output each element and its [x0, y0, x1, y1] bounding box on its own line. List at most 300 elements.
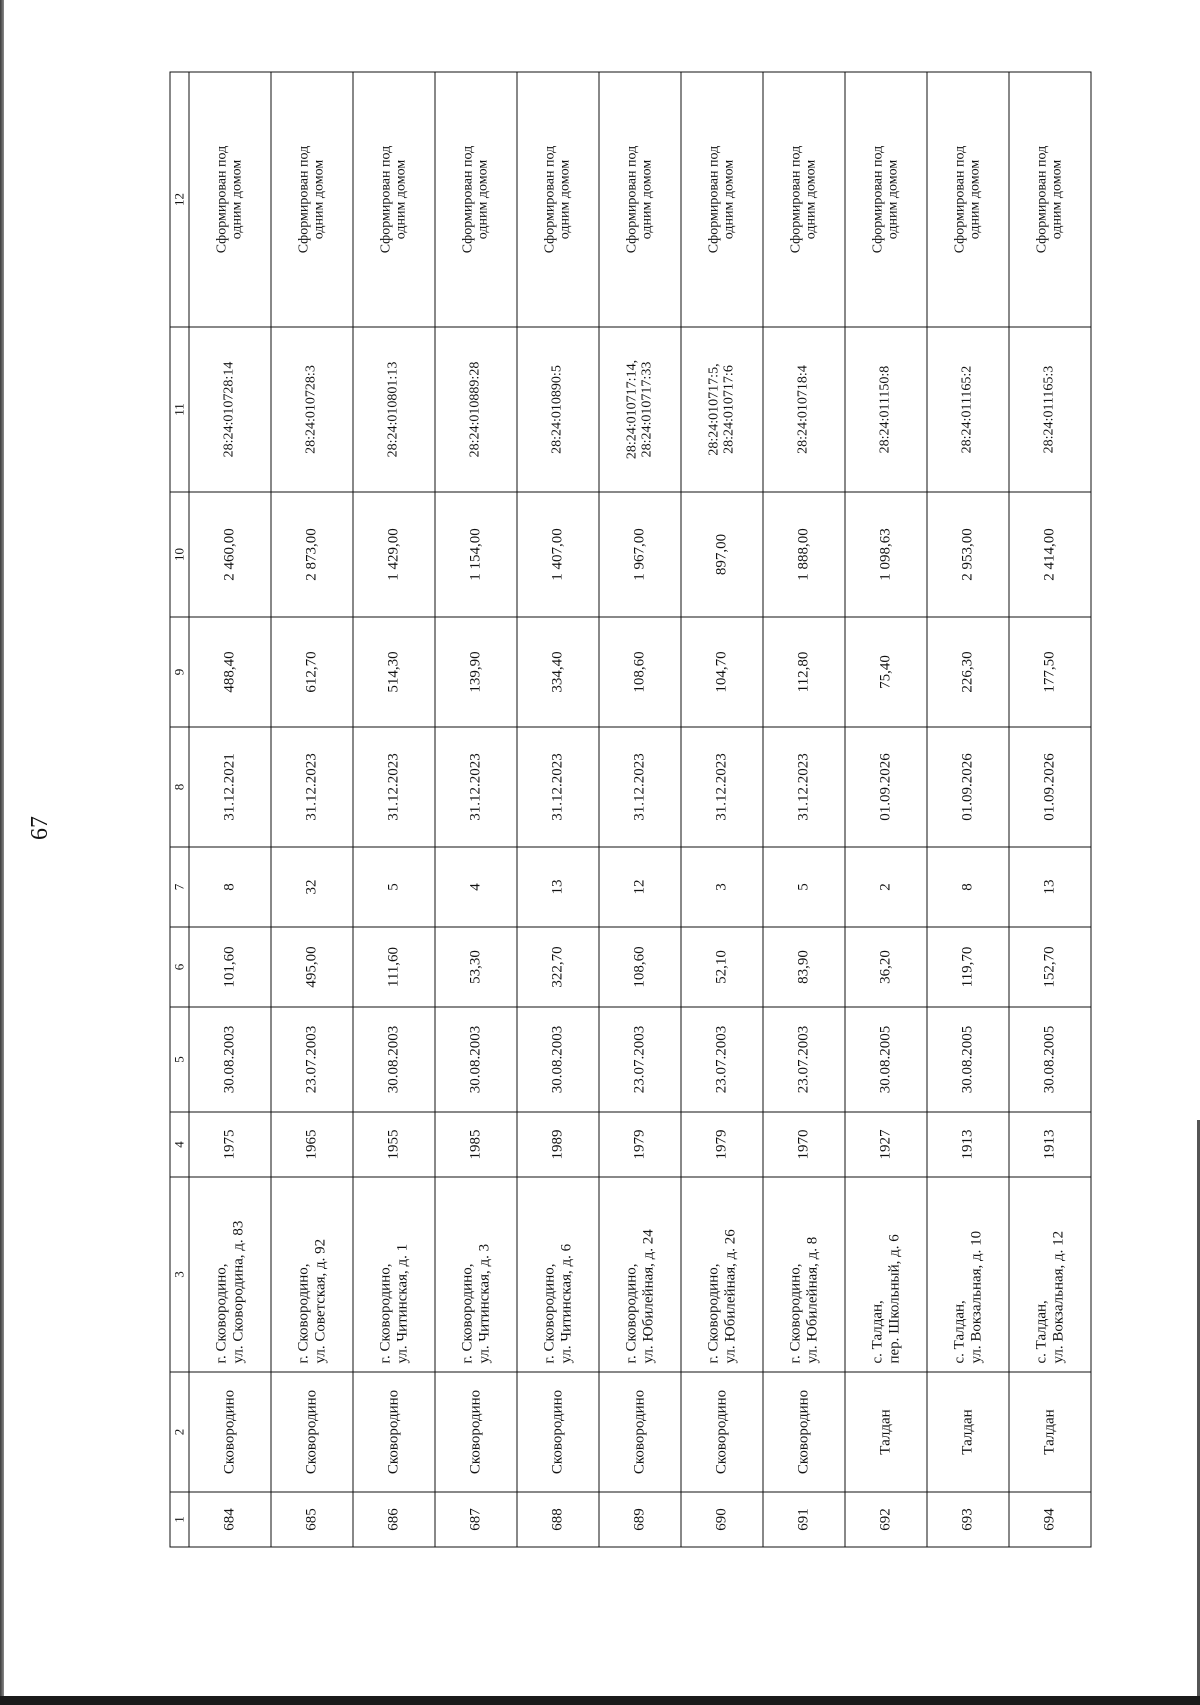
column-number: 3 [170, 1177, 189, 1372]
row-number: 685 [303, 1507, 320, 1531]
area2-value: 108,60 [631, 650, 648, 693]
cadastral-cell [353, 327, 435, 492]
land-area-value: 1 407,00 [549, 527, 566, 581]
date-cell [1009, 1007, 1091, 1112]
area-value: 152,70 [1041, 945, 1058, 988]
column-number: 9 [170, 617, 189, 727]
note-cell [435, 72, 517, 327]
deadline-cell [517, 727, 599, 847]
area-value: 108,60 [631, 945, 648, 988]
cadastral-number: 28:24:010890:5 [549, 364, 565, 454]
cadastral-number: 28:24:011165:3 [1041, 365, 1057, 453]
area-value: 111,60 [385, 946, 402, 987]
area-cell [189, 927, 271, 1007]
address-cell [927, 1177, 1009, 1372]
cadastral-cell [927, 327, 1009, 492]
settlement-name: Сковородино [303, 1389, 320, 1474]
note-cell [845, 72, 927, 327]
note-line-1: Сформирован под [623, 145, 639, 253]
deadline-cell [681, 727, 763, 847]
cadastral-cell [517, 327, 599, 492]
address-locality: г. Сковородино, [705, 1263, 721, 1363]
settlement-cell [517, 1372, 599, 1492]
area2-cell [189, 617, 271, 727]
land-area-value: 1 888,00 [795, 527, 812, 581]
count-cell [353, 847, 435, 927]
construction-year: 1927 [877, 1129, 894, 1159]
area-value: 83,90 [795, 949, 812, 984]
cadastral-cell [845, 327, 927, 492]
year-cell [681, 1112, 763, 1177]
construction-year: 1975 [221, 1129, 238, 1159]
recognition-date: 30.08.2005 [959, 1025, 976, 1093]
land-area-cell [353, 492, 435, 617]
construction-year: 1955 [385, 1129, 402, 1159]
date-cell [845, 1007, 927, 1112]
planned-date: 31.12.2023 [713, 752, 730, 821]
area-value: 52,10 [713, 949, 730, 984]
address-locality: с. Талдан, [951, 1299, 967, 1363]
date-cell [517, 1007, 599, 1112]
note-cell [1009, 72, 1091, 327]
planned-date: 31.12.2023 [549, 752, 566, 821]
settlement-name: Сковородино [221, 1389, 238, 1474]
area2-cell [599, 617, 681, 727]
address-street: ул. Юбилейная, д. 26 [721, 1228, 738, 1363]
note-line-1: Сформирован под [869, 145, 885, 253]
settlement-name: Сковородино [549, 1389, 566, 1474]
address-locality: г. Сковородино, [377, 1263, 393, 1363]
land-area-cell [1009, 492, 1091, 617]
land-area-value: 2 460,00 [221, 527, 238, 581]
row-number-cell [927, 1492, 1009, 1547]
settlement-name: Талдан [1041, 1408, 1058, 1455]
area-cell [271, 927, 353, 1007]
area2-cell [435, 617, 517, 727]
date-cell [435, 1007, 517, 1112]
land-area-value: 1 967,00 [631, 527, 648, 581]
note-cell [271, 72, 353, 327]
row-number-cell [681, 1492, 763, 1547]
row-number-cell [517, 1492, 599, 1547]
address-street: ул. Юбилейная, д. 8 [803, 1236, 820, 1363]
note-line-2: одним домом [474, 159, 490, 239]
table-row [517, 72, 599, 1547]
area2-cell [763, 617, 845, 727]
resident-count: 13 [549, 879, 566, 894]
table-row [681, 72, 763, 1547]
address-locality: г. Сковородино, [541, 1263, 557, 1363]
resident-count: 8 [959, 882, 976, 891]
settlement-cell [1009, 1372, 1091, 1492]
cadastral-number: 28:24:010717:14, [623, 359, 639, 459]
land-area-cell [271, 492, 353, 617]
row-number: 686 [385, 1507, 402, 1531]
resident-count: 8 [221, 882, 238, 891]
area2-cell [927, 617, 1009, 727]
area2-value: 112,80 [795, 651, 812, 692]
land-area-value: 2 953,00 [959, 527, 976, 581]
settlement-cell [189, 1372, 271, 1492]
note-line-1: Сформирован под [1033, 145, 1049, 253]
column-number: 2 [170, 1372, 189, 1492]
row-number-cell [763, 1492, 845, 1547]
note-line-2: одним домом [884, 159, 900, 239]
note-cell [599, 72, 681, 327]
land-area-cell [599, 492, 681, 617]
table-row [1009, 72, 1091, 1547]
note-line-1: Сформирован под [541, 145, 557, 253]
area2-value: 488,40 [221, 650, 238, 693]
deadline-cell [763, 727, 845, 847]
area2-cell [681, 617, 763, 727]
year-cell [1009, 1112, 1091, 1177]
address-street: ул. Читинская, д. 1 [393, 1243, 410, 1363]
recognition-date: 23.07.2003 [303, 1025, 320, 1093]
resident-count: 12 [631, 879, 648, 894]
settlement-name: Сковородино [713, 1389, 730, 1474]
note-line-1: Сформирован под [787, 145, 803, 253]
area-cell [353, 927, 435, 1007]
address-cell [599, 1177, 681, 1372]
note-line-2: одним домом [638, 159, 654, 239]
housing-register-table [169, 71, 1091, 1547]
area2-cell [271, 617, 353, 727]
table-row [927, 72, 1009, 1547]
settlement-name: Сковородино [467, 1389, 484, 1474]
settlement-cell [435, 1372, 517, 1492]
land-area-cell [763, 492, 845, 617]
row-number-cell [189, 1492, 271, 1547]
table-row [599, 72, 681, 1547]
construction-year: 1979 [713, 1129, 730, 1159]
resident-count: 3 [713, 882, 730, 891]
area2-value: 514,30 [385, 650, 402, 693]
area-cell [599, 927, 681, 1007]
address-locality: с. Талдан, [869, 1299, 885, 1363]
year-cell [435, 1112, 517, 1177]
resident-count: 32 [303, 879, 320, 894]
row-number-cell [271, 1492, 353, 1547]
area2-value: 139,90 [467, 650, 484, 693]
cadastral-cell [599, 327, 681, 492]
recognition-date: 30.08.2003 [467, 1025, 484, 1093]
year-cell [927, 1112, 1009, 1177]
table-row [435, 72, 517, 1547]
address-street: ул. Вокзальная, д. 10 [967, 1230, 984, 1363]
note-line-1: Сформирован под [295, 145, 311, 253]
note-line-1: Сформирован под [213, 145, 229, 253]
count-cell [189, 847, 271, 927]
settlement-name: Талдан [877, 1408, 894, 1455]
planned-date: 01.09.2026 [959, 752, 976, 821]
area-value: 101,60 [221, 945, 238, 988]
resident-count: 5 [795, 882, 812, 891]
row-number: 690 [713, 1507, 730, 1531]
cadastral-number: 28:24:010718:4 [795, 364, 811, 454]
column-number: 12 [170, 72, 189, 327]
count-cell [1009, 847, 1091, 927]
row-number: 687 [467, 1507, 484, 1531]
land-area-cell [927, 492, 1009, 617]
construction-year: 1979 [631, 1129, 648, 1159]
count-cell [845, 847, 927, 927]
note-cell [681, 72, 763, 327]
address-street: ул. Сковородина, д. 83 [229, 1220, 246, 1363]
cadastral-number: 28:24:011150:8 [877, 365, 893, 453]
note-cell [353, 72, 435, 327]
row-number: 688 [549, 1507, 566, 1531]
row-number: 693 [959, 1507, 976, 1531]
cadastral-cell [1009, 327, 1091, 492]
date-cell [189, 1007, 271, 1112]
area2-cell [353, 617, 435, 727]
address-street: ул. Советская, д. 92 [311, 1238, 328, 1363]
address-cell [681, 1177, 763, 1372]
note-line-1: Сформирован под [459, 145, 475, 253]
deadline-cell [927, 727, 1009, 847]
cadastral-number: 28:24:010889:28 [467, 361, 483, 457]
address-cell [353, 1177, 435, 1372]
area-value: 322,70 [549, 945, 566, 988]
land-area-cell [189, 492, 271, 617]
date-cell [927, 1007, 1009, 1112]
planned-date: 31.12.2023 [467, 752, 484, 821]
count-cell [271, 847, 353, 927]
address-locality: г. Сковородино, [623, 1263, 639, 1363]
note-line-2: одним домом [392, 159, 408, 239]
row-number: 689 [631, 1507, 648, 1531]
construction-year: 1970 [795, 1129, 812, 1159]
cadastral-cell [435, 327, 517, 492]
area2-value: 226,30 [959, 650, 976, 693]
column-number: 8 [170, 727, 189, 847]
address-street: пер. Школьный, д. 6 [885, 1233, 902, 1363]
address-street: ул. Вокзальная, д. 12 [1049, 1230, 1066, 1363]
construction-year: 1913 [959, 1129, 976, 1159]
land-area-value: 1 154,00 [467, 527, 484, 581]
year-cell [517, 1112, 599, 1177]
cadastral-cell [271, 327, 353, 492]
count-cell [763, 847, 845, 927]
address-street: ул. Читинская, д. 3 [475, 1243, 492, 1363]
date-cell [599, 1007, 681, 1112]
construction-year: 1985 [467, 1129, 484, 1159]
recognition-date: 30.08.2003 [549, 1025, 566, 1093]
recognition-date: 23.07.2003 [795, 1025, 812, 1093]
row-number-cell [599, 1492, 681, 1547]
address-locality: г. Сковородино, [459, 1263, 475, 1363]
deadline-cell [271, 727, 353, 847]
land-area-value: 897,00 [713, 533, 730, 575]
construction-year: 1913 [1041, 1129, 1058, 1159]
table-row [189, 72, 271, 1547]
area2-value: 612,70 [303, 650, 320, 693]
count-cell [517, 847, 599, 927]
year-cell [353, 1112, 435, 1177]
address-locality: с. Талдан, [1033, 1299, 1049, 1363]
year-cell [599, 1112, 681, 1177]
date-cell [353, 1007, 435, 1112]
row-number: 691 [795, 1507, 812, 1531]
area-value: 53,30 [467, 949, 484, 984]
date-cell [271, 1007, 353, 1112]
construction-year: 1989 [549, 1129, 566, 1159]
land-area-cell [845, 492, 927, 617]
area-cell [517, 927, 599, 1007]
note-line-2: одним домом [310, 159, 326, 239]
note-line-2: одним домом [228, 159, 244, 239]
table-row [271, 72, 353, 1547]
settlement-name: Сковородино [795, 1389, 812, 1474]
settlement-cell [599, 1372, 681, 1492]
note-line-1: Сформирован под [705, 145, 721, 253]
count-cell [681, 847, 763, 927]
cadastral-number: 28:24:010801:13 [385, 361, 401, 457]
cadastral-number-2: 28:24:010717:6 [720, 364, 736, 454]
row-number: 684 [221, 1507, 238, 1531]
row-number: 692 [877, 1507, 894, 1531]
date-cell [763, 1007, 845, 1112]
column-number: 10 [170, 492, 189, 617]
area-cell [927, 927, 1009, 1007]
housing-register-table-frame [169, 72, 1089, 1547]
note-cell [927, 72, 1009, 327]
column-number: 11 [170, 327, 189, 492]
note-line-1: Сформирован под [951, 145, 967, 253]
note-line-1: Сформирован под [377, 145, 393, 253]
address-cell [189, 1177, 271, 1372]
year-cell [763, 1112, 845, 1177]
cadastral-number: 28:24:010728:14 [221, 361, 237, 457]
area-value: 495,00 [303, 945, 320, 988]
land-area-value: 2 873,00 [303, 527, 320, 581]
year-cell [271, 1112, 353, 1177]
planned-date: 31.12.2023 [385, 752, 402, 821]
area2-value: 75,40 [877, 654, 894, 689]
table-row [353, 72, 435, 1547]
area2-cell [845, 617, 927, 727]
planned-date: 31.12.2023 [795, 752, 812, 821]
cadastral-number: 28:24:011165:2 [959, 365, 975, 453]
column-number: 6 [170, 927, 189, 1007]
rotated-table-container [169, 72, 1089, 1547]
settlement-name: Сковородино [385, 1389, 402, 1474]
settlement-name: Талдан [959, 1408, 976, 1455]
area-cell [681, 927, 763, 1007]
construction-year: 1965 [303, 1129, 320, 1159]
area-cell [435, 927, 517, 1007]
planned-date: 31.12.2021 [221, 752, 238, 821]
address-locality: г. Сковородино, [213, 1263, 229, 1363]
resident-count: 5 [385, 882, 402, 891]
row-number-cell [435, 1492, 517, 1547]
count-cell [927, 847, 1009, 927]
deadline-cell [189, 727, 271, 847]
area-cell [1009, 927, 1091, 1007]
address-cell [435, 1177, 517, 1372]
planned-date: 31.12.2023 [303, 752, 320, 821]
address-street: ул. Читинская, д. 6 [557, 1243, 574, 1363]
note-line-2: одним домом [720, 159, 736, 239]
area-cell [763, 927, 845, 1007]
recognition-date: 30.08.2003 [385, 1025, 402, 1093]
resident-count: 4 [467, 882, 484, 891]
deadline-cell [435, 727, 517, 847]
settlement-cell [927, 1372, 1009, 1492]
land-area-value: 2 414,00 [1041, 527, 1058, 581]
land-area-cell [681, 492, 763, 617]
date-cell [681, 1007, 763, 1112]
note-cell [189, 72, 271, 327]
cadastral-cell [681, 327, 763, 492]
cadastral-cell [189, 327, 271, 492]
address-cell [271, 1177, 353, 1372]
deadline-cell [353, 727, 435, 847]
column-number: 7 [170, 847, 189, 927]
resident-count: 13 [1041, 879, 1058, 894]
year-cell [189, 1112, 271, 1177]
settlement-cell [681, 1372, 763, 1492]
planned-date: 01.09.2026 [877, 752, 894, 821]
recognition-date: 23.07.2003 [631, 1025, 648, 1093]
count-cell [599, 847, 681, 927]
table-row [763, 72, 845, 1547]
note-line-2: одним домом [556, 159, 572, 239]
row-number-cell [353, 1492, 435, 1547]
settlement-cell [353, 1372, 435, 1492]
column-number: 1 [170, 1492, 189, 1547]
area2-cell [1009, 617, 1091, 727]
address-cell [1009, 1177, 1091, 1372]
settlement-name: Сковородино [631, 1389, 648, 1474]
area-value: 119,70 [959, 946, 976, 987]
planned-date: 01.09.2026 [1041, 752, 1058, 821]
row-number-cell [845, 1492, 927, 1547]
year-cell [845, 1112, 927, 1177]
note-line-2: одним домом [1048, 159, 1064, 239]
area-cell [845, 927, 927, 1007]
recognition-date: 30.08.2005 [877, 1025, 894, 1093]
recognition-date: 23.07.2003 [713, 1025, 730, 1093]
land-area-cell [517, 492, 599, 617]
note-cell [517, 72, 599, 327]
deadline-cell [1009, 727, 1091, 847]
land-area-value: 1 429,00 [385, 527, 402, 581]
address-cell [763, 1177, 845, 1372]
area2-value: 334,40 [549, 650, 566, 693]
address-street: ул. Юбилейная, д. 24 [639, 1228, 656, 1363]
settlement-cell [763, 1372, 845, 1492]
deadline-cell [599, 727, 681, 847]
row-number: 694 [1041, 1507, 1058, 1531]
area2-value: 104,70 [713, 650, 730, 693]
note-line-2: одним домом [802, 159, 818, 239]
scan-shadow-left [0, 0, 4, 1705]
page-number: 67 [27, 816, 53, 840]
scan-shadow-bottom [0, 1696, 1200, 1705]
recognition-date: 30.08.2003 [221, 1025, 238, 1093]
resident-count: 2 [877, 882, 894, 891]
count-cell [435, 847, 517, 927]
column-number: 5 [170, 1007, 189, 1112]
area2-cell [517, 617, 599, 727]
settlement-cell [845, 1372, 927, 1492]
land-area-cell [435, 492, 517, 617]
column-number-row [170, 72, 189, 1547]
address-cell [845, 1177, 927, 1372]
area-value: 36,20 [877, 949, 894, 984]
